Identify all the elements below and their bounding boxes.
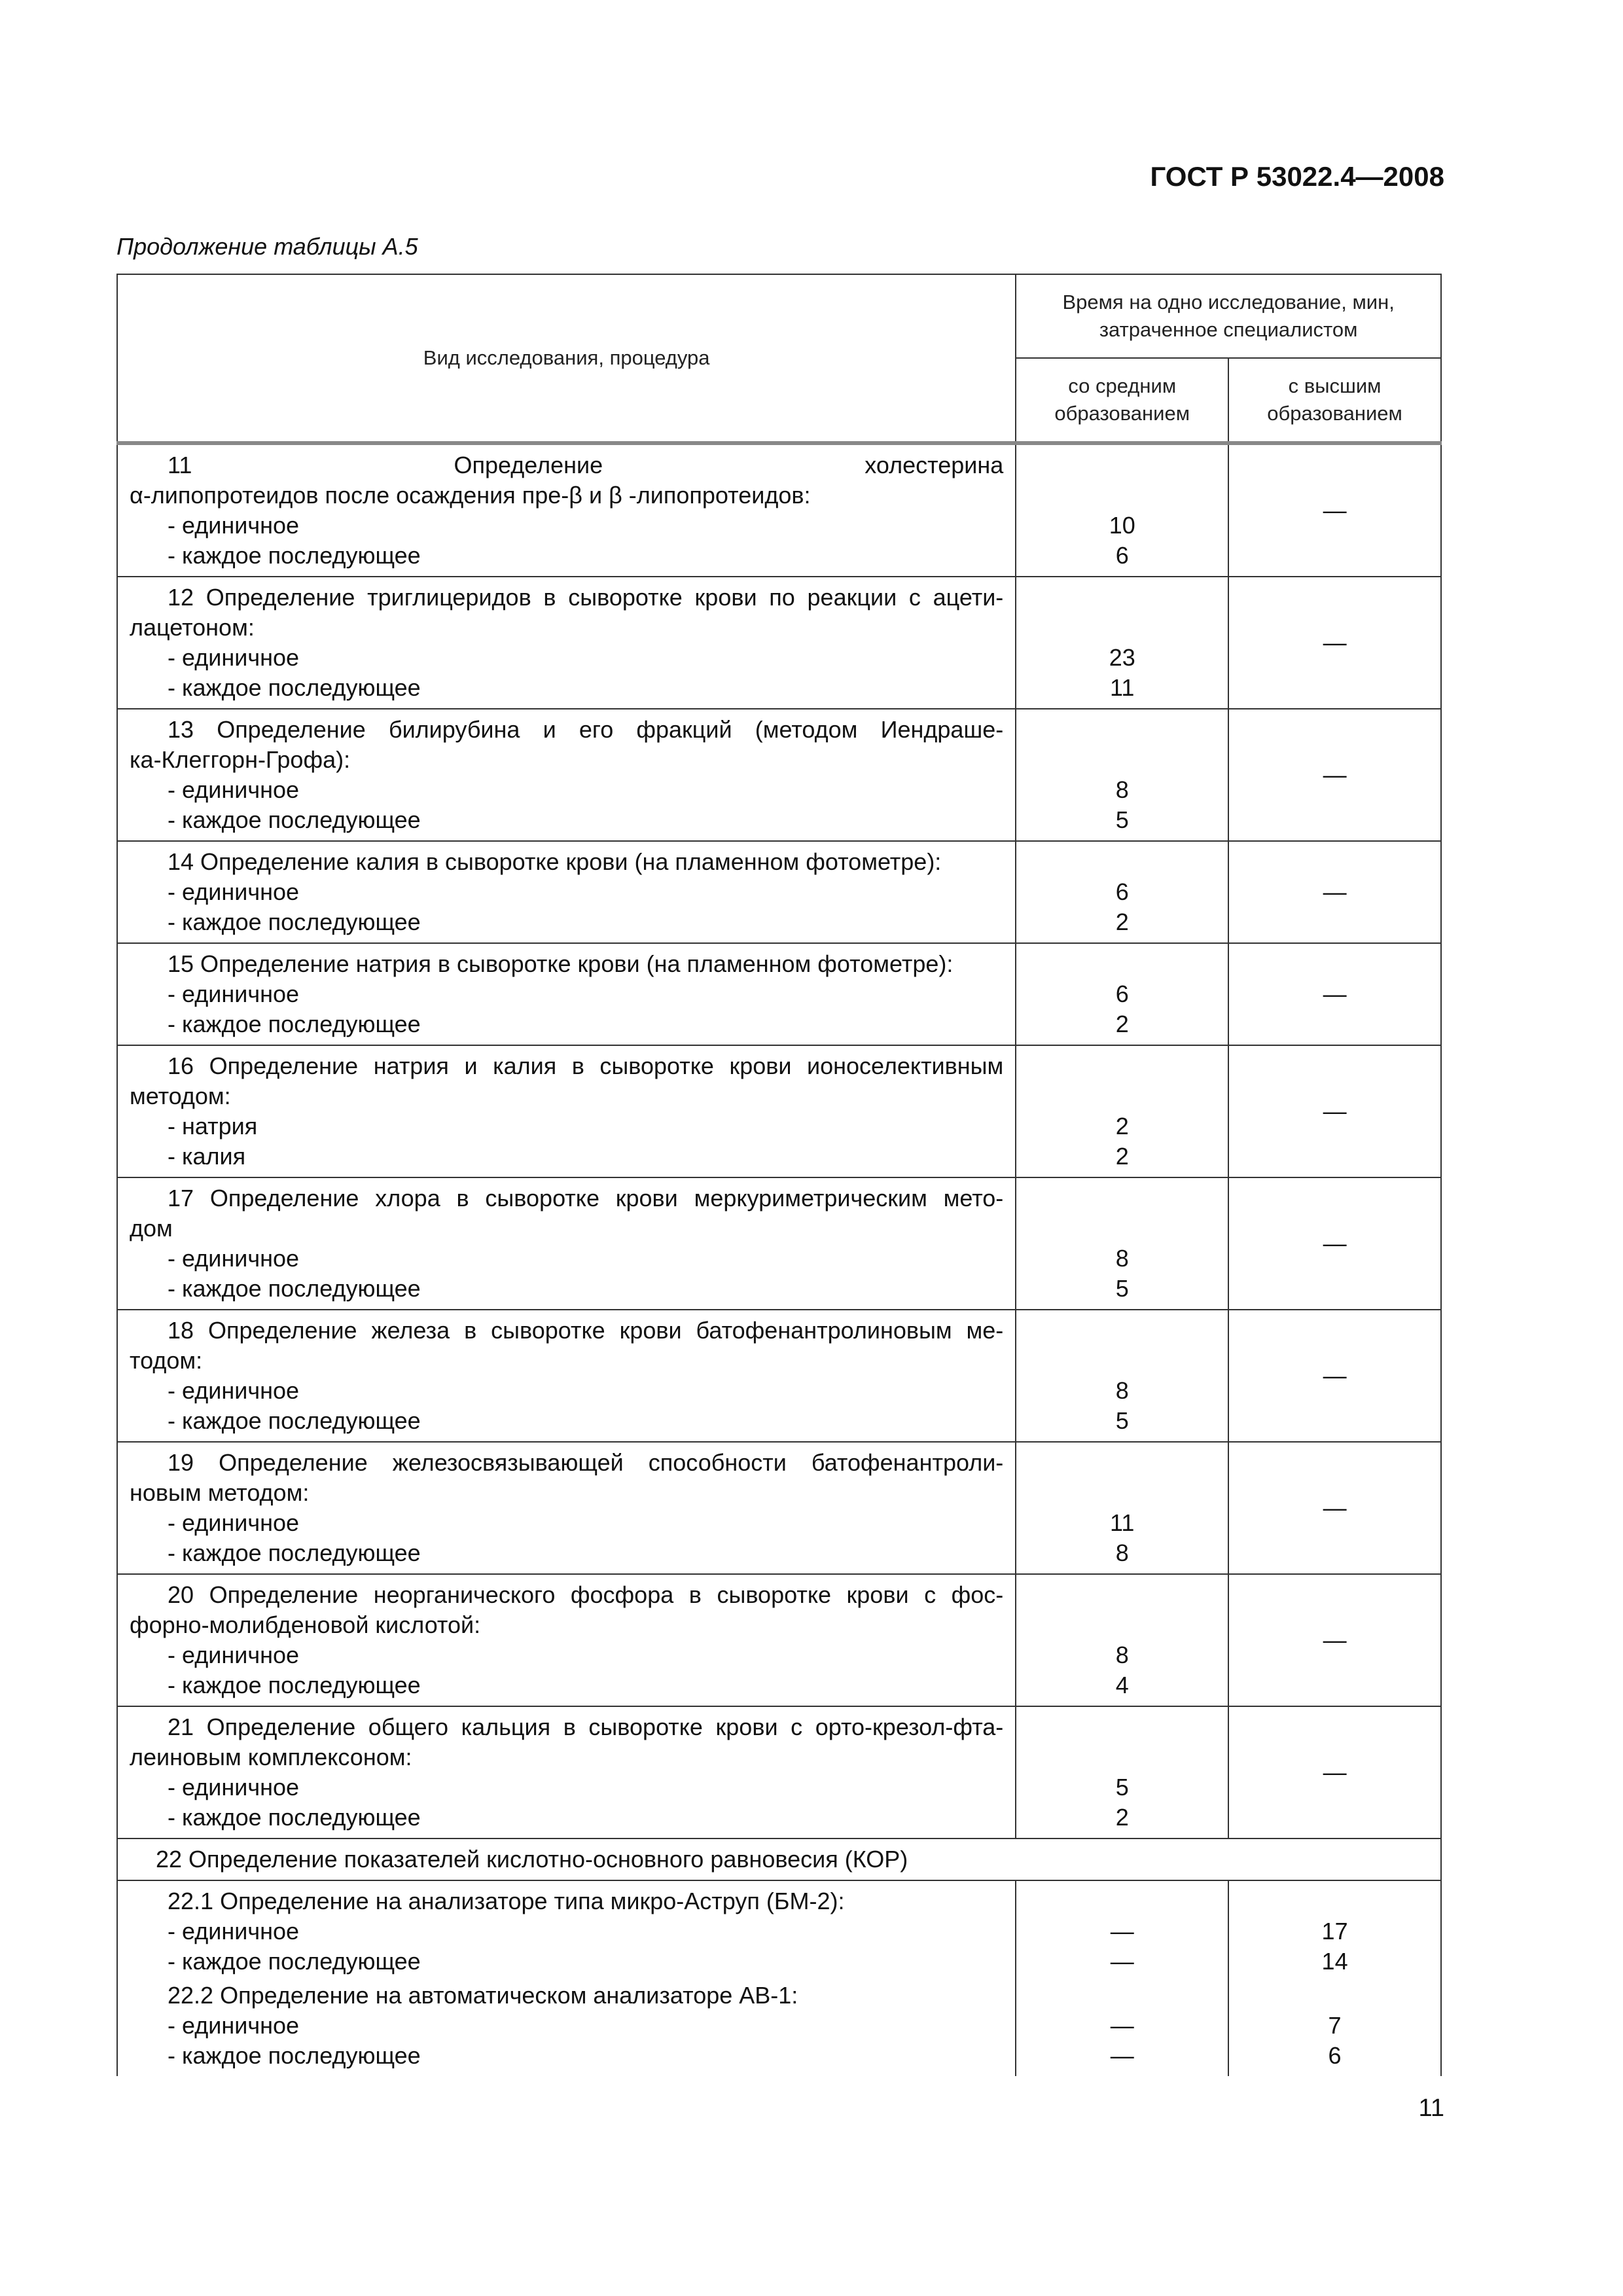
secondary-education-time — [1016, 443, 1228, 577]
procedure-cell — [117, 1045, 1016, 1177]
table-row — [117, 1310, 1441, 1442]
procedure-line: - натрия — [168, 1113, 258, 1139]
procedure-cell — [117, 1574, 1016, 1706]
row-22-1-each: - каждое последующее — [168, 1948, 421, 1975]
secondary-education-time — [1016, 709, 1228, 841]
procedure-line: α-липопротеидов после осаждения пре-β и β -липопротеидов: — [130, 482, 811, 509]
row-22-1-higher-each: 14 — [1321, 1948, 1348, 1975]
time-value: 2 — [1115, 908, 1129, 935]
procedure-line: - каждое последующее — [168, 1539, 421, 1566]
row-22-sub-procedure — [117, 1880, 1016, 2076]
procedure-line: 15 Определение натрия в сыворотке крови (на пламенном фотометре): — [168, 950, 954, 977]
procedure-line: форно-молибденовой кислотой: — [130, 1611, 481, 1638]
time-value: 8 — [1115, 1245, 1129, 1272]
higher-education-time: — — [1228, 1045, 1441, 1177]
higher-education-time: — — [1228, 1442, 1441, 1574]
procedure-line: - единичное — [168, 776, 300, 803]
time-value: 2 — [1115, 1011, 1129, 1037]
procedure-line: - каждое последующее — [168, 542, 421, 569]
higher-education-time: — — [1228, 1177, 1441, 1310]
table-row-22 — [117, 1839, 1441, 1880]
procedure-line: - единичное — [168, 1245, 300, 1272]
table-row — [117, 709, 1441, 841]
row-22-2-secondary-single: — — [1110, 2012, 1134, 2039]
time-value: 8 — [1115, 1377, 1129, 1404]
procedure-cell — [117, 709, 1016, 841]
table-row — [117, 577, 1441, 709]
procedure-line: - единичное — [168, 1641, 300, 1668]
table-row — [117, 1574, 1441, 1706]
header-procedure — [117, 274, 1016, 443]
time-value: 5 — [1115, 806, 1129, 833]
row-22-title: 22 Определение показателей кислотно-основного равновесия (КОР) — [117, 1839, 1441, 1880]
secondary-education-time — [1016, 1177, 1228, 1310]
procedure-line: 19 Определение железосвязывающей способности батофенантроли- — [168, 1449, 1004, 1476]
procedure-line: ка-Клеггорн-Грофа): — [130, 746, 351, 773]
time-value: 8 — [1115, 1641, 1129, 1668]
time-value: 8 — [1115, 776, 1129, 803]
procedure-line: 20 Определение неорганического фосфора в сыворотке крови с фос- — [168, 1581, 1004, 1608]
procedure-line: - единичное — [168, 1774, 300, 1801]
table-row — [117, 443, 1441, 577]
time-value: 11 — [1110, 1509, 1135, 1536]
procedure-line: - каждое последующее — [168, 1275, 421, 1302]
row-22-sub-secondary — [1016, 1880, 1228, 2076]
time-value: 5 — [1115, 1275, 1129, 1302]
row-22-1-higher-single: 17 — [1321, 1918, 1348, 1945]
table-row-22-sub — [117, 1880, 1441, 2076]
table-row — [117, 1177, 1441, 1310]
secondary-education-time — [1016, 577, 1228, 709]
row-22-1-secondary-each: — — [1110, 1948, 1134, 1975]
time-value: 2 — [1115, 1143, 1129, 1170]
procedure-line: 18 Определение железа в сыворотке крови батофенантролиновым ме- — [168, 1317, 1004, 1344]
table-row — [117, 1045, 1441, 1177]
header-higher-line1: с высшим — [1288, 374, 1382, 397]
procedure-line: дом — [130, 1215, 173, 1242]
procedure-line: - единичное — [168, 878, 300, 905]
procedure-line: - каждое последующее — [168, 1011, 421, 1037]
procedure-line: методом: — [130, 1083, 231, 1109]
table-row — [117, 841, 1441, 943]
time-value: 2 — [1115, 1804, 1129, 1831]
table-row — [117, 1442, 1441, 1574]
procedure-line: - каждое последующее — [168, 1672, 421, 1698]
procedure-cell — [117, 943, 1016, 1045]
procedure-line: 21 Определение общего кальция в сыворотке крови с орто-крезол-фта- — [168, 1713, 1004, 1740]
procedure-line: 17 Определение хлора в сыворотке крови меркуриметрическим мето- — [168, 1185, 1004, 1211]
row-22-1-single: - единичное — [168, 1918, 300, 1945]
secondary-education-time — [1016, 1310, 1228, 1442]
time-value: 23 — [1109, 644, 1135, 671]
row-22-sub-higher — [1228, 1880, 1441, 2076]
procedure-line: - единичное — [168, 980, 300, 1007]
procedure-line: 12 Определение триглицеридов в сыворотке крови по реакции с ацети- — [168, 584, 1004, 611]
procedure-line: - калия — [168, 1143, 246, 1170]
row-22-2-single: - единичное — [168, 2012, 300, 2039]
header-time-line2: затраченное специалистом — [1099, 318, 1358, 341]
time-value: 6 — [1115, 980, 1129, 1007]
table-header-row — [117, 274, 1441, 358]
row-22-1-title: 22.1 Определение на анализаторе типа микро-Аструп (БМ-2): — [168, 1888, 845, 1914]
row-22-2-higher-single: 7 — [1328, 2012, 1342, 2039]
higher-education-time: — — [1228, 943, 1441, 1045]
header-higher-line2: образованием — [1267, 402, 1402, 425]
procedure-cell — [117, 1706, 1016, 1839]
table-row — [117, 943, 1441, 1045]
procedure-cell — [117, 841, 1016, 943]
procedure-line: новым методом: — [130, 1479, 310, 1506]
procedure-line: - единичное — [168, 644, 300, 671]
procedure-line: лацетоном: — [130, 614, 255, 641]
higher-education-time: — — [1228, 1574, 1441, 1706]
row-22-2-each: - каждое последующее — [168, 2042, 421, 2069]
higher-education-time: — — [1228, 577, 1441, 709]
procedure-line: 11 Определение холестерина — [168, 452, 1004, 478]
procedure-cell — [117, 1177, 1016, 1310]
higher-education-time: — — [1228, 841, 1441, 943]
row-22-1-secondary-single: — — [1110, 1918, 1134, 1945]
time-value: 6 — [1115, 542, 1129, 569]
secondary-education-time — [1016, 1574, 1228, 1706]
procedure-line: тодом: — [130, 1347, 203, 1374]
time-value: 2 — [1115, 1113, 1129, 1139]
procedure-cell — [117, 1442, 1016, 1574]
procedure-line: - каждое последующее — [168, 908, 421, 935]
procedure-line: 16 Определение натрия и калия в сыворотке крови ионоселективным — [168, 1052, 1004, 1079]
time-value: 4 — [1115, 1672, 1129, 1698]
header-time-group — [1016, 274, 1441, 358]
procedure-line: - каждое последующее — [168, 806, 421, 833]
header-procedure-label: Вид исследования, процедура — [423, 346, 710, 369]
secondary-education-time — [1016, 1442, 1228, 1574]
secondary-education-time — [1016, 841, 1228, 943]
higher-education-time: — — [1228, 709, 1441, 841]
time-value: 11 — [1110, 674, 1135, 701]
procedure-cell — [117, 443, 1016, 577]
time-value: 8 — [1115, 1539, 1129, 1566]
row-22-2-higher-each: 6 — [1328, 2042, 1342, 2069]
secondary-education-time — [1016, 1045, 1228, 1177]
procedure-line: - каждое последующее — [168, 1804, 421, 1831]
table-continuation-caption: Продолжение таблицы А.5 — [116, 233, 418, 260]
higher-education-time: — — [1228, 1706, 1441, 1839]
procedure-time-table — [116, 274, 1442, 2076]
procedure-line: - единичное — [168, 1377, 300, 1404]
secondary-education-time — [1016, 943, 1228, 1045]
procedure-cell — [117, 1310, 1016, 1442]
document-code: ГОСТ Р 53022.4—2008 — [1150, 161, 1444, 192]
row-22-2-secondary-each: — — [1110, 2042, 1134, 2069]
header-higher-education — [1228, 358, 1441, 443]
page-number: 11 — [1418, 2094, 1444, 2122]
procedure-line: леиновым комплексоном: — [130, 1744, 412, 1770]
header-time-line1: Время на одно исследование, мин, — [1062, 291, 1395, 314]
procedure-line: - каждое последующее — [168, 1407, 421, 1434]
higher-education-time: — — [1228, 443, 1441, 577]
header-secondary-line1: со средним — [1068, 374, 1177, 397]
higher-education-time: — — [1228, 1310, 1441, 1442]
header-secondary-line2: образованием — [1054, 402, 1190, 425]
procedure-line: - единичное — [168, 512, 300, 539]
row-22-2-title: 22.2 Определение на автоматическом анализаторе АВ-1: — [168, 1982, 798, 2009]
secondary-education-time — [1016, 1706, 1228, 1839]
header-secondary-education — [1016, 358, 1228, 443]
time-value: 6 — [1115, 878, 1129, 905]
time-value: 10 — [1109, 512, 1135, 539]
procedure-line: - каждое последующее — [168, 674, 421, 701]
procedure-line: - единичное — [168, 1509, 300, 1536]
time-value: 5 — [1115, 1407, 1129, 1434]
time-value: 5 — [1115, 1774, 1129, 1801]
procedure-line: 14 Определение калия в сыворотке крови (на пламенном фотометре): — [168, 848, 942, 875]
procedure-line: 13 Определение билирубина и его фракций (методом Иендраше- — [168, 716, 1004, 743]
procedure-cell — [117, 577, 1016, 709]
table-row — [117, 1706, 1441, 1839]
